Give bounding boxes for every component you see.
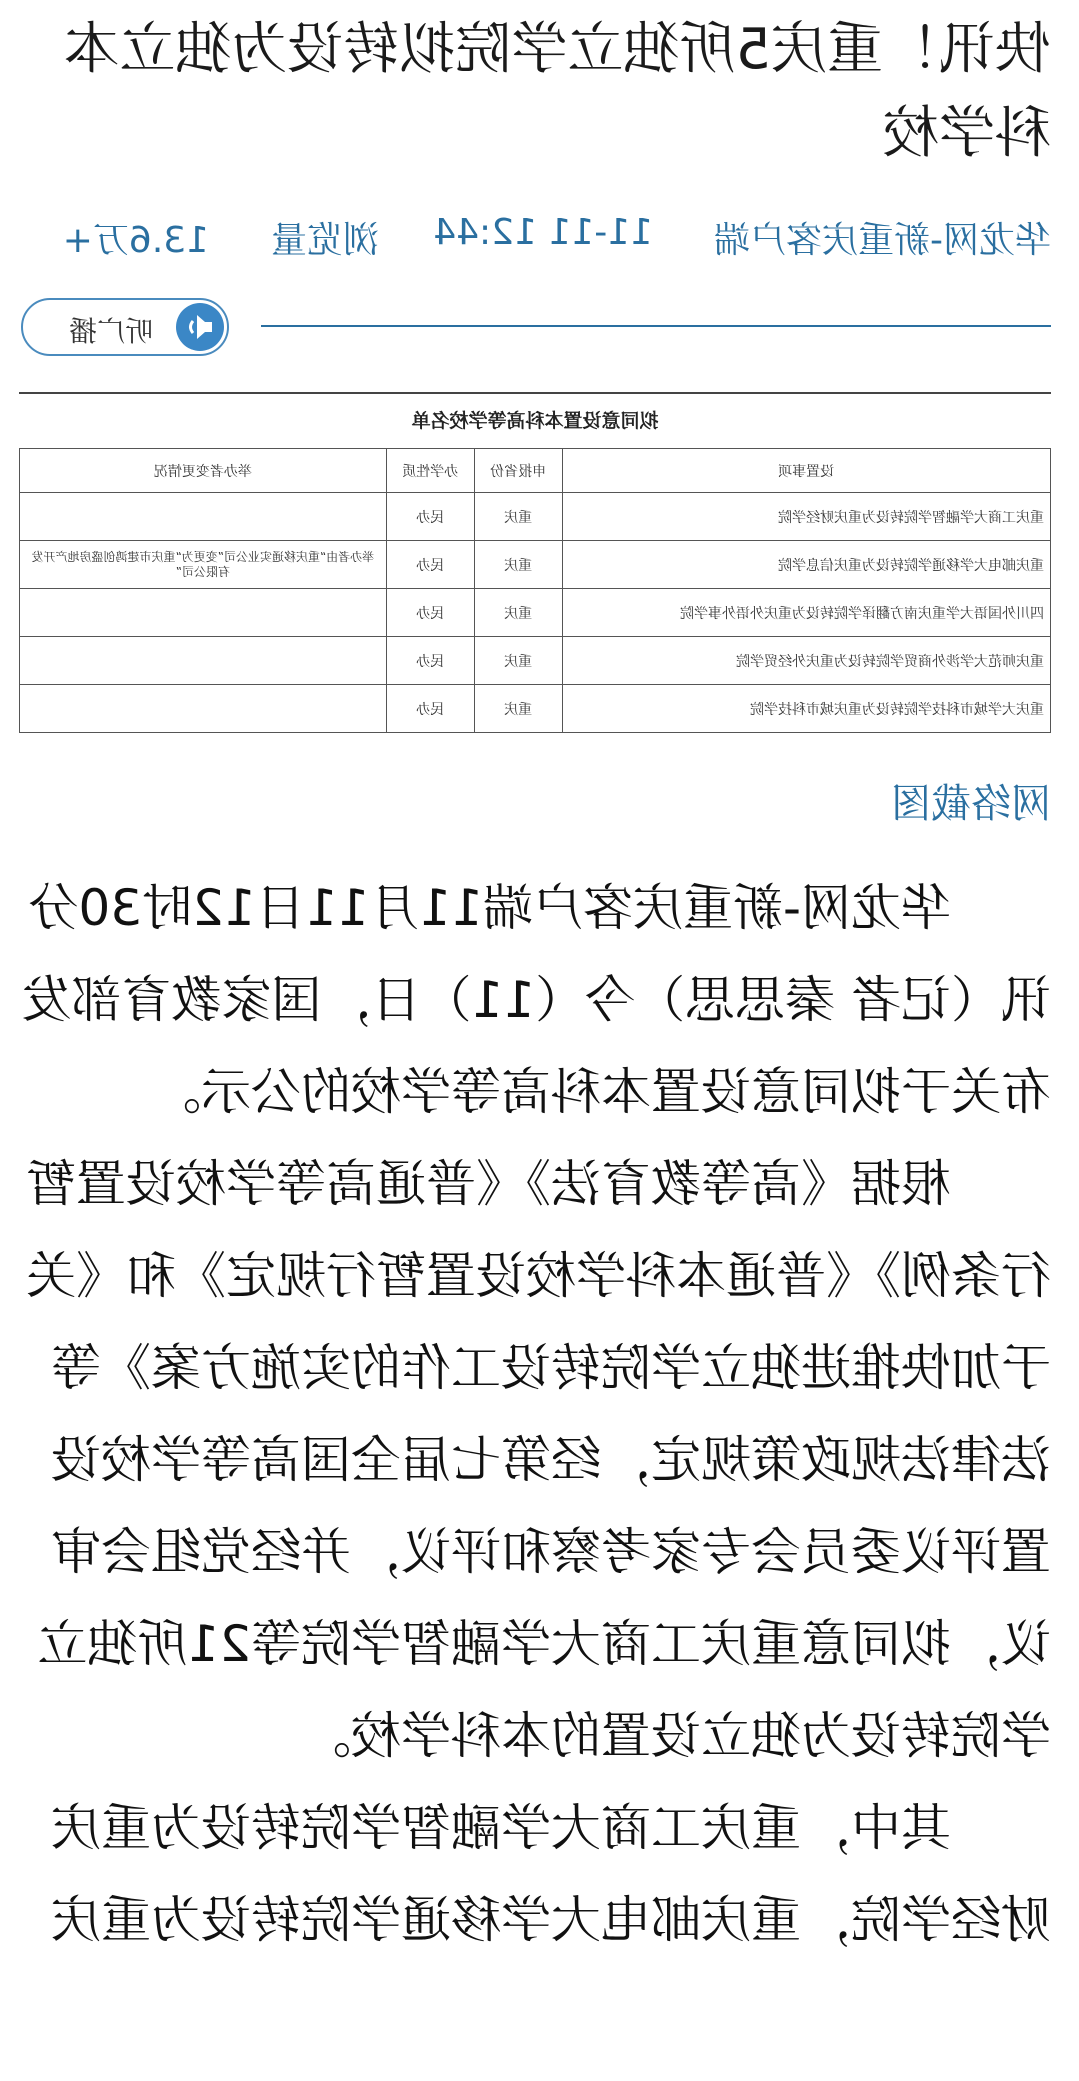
table-cell [20,637,387,685]
table-row [20,685,1051,733]
listen-audio-button[interactable] [21,298,229,356]
table-cell: 四川外国语大学重庆南方翻译学院转设为重庆外语外事学院 [562,589,1050,637]
table-cell: 重庆工商大学融智学院转设为重庆财经学院 [562,493,1050,541]
table-cell: 重庆 [474,637,562,685]
table-cell: 民办 [386,493,474,541]
table-cell: 重庆师范大学涉外商贸学院转设为重庆外经贸学院 [562,637,1050,685]
table-cell: 重庆 [474,589,562,637]
header-divider [261,325,1051,327]
article-paragraph: 其中，重庆工商大学融智学院转设为重庆财经学院，重庆邮电大学移通学院转设为重庆 [51,1799,1051,1949]
article-source[interactable]: 华龙网-新重庆客户端 [714,220,1051,261]
image-caption: 网络截图 [891,781,1051,827]
speaker-icon [176,303,224,351]
table-cell: 民办 [386,637,474,685]
article-paragraph: 根据《高等教育法》《普通高等学校设置暂行条例》《普通本科学校设置暂行规定》和《关于加快推进独立学院转设工作的实施方案》等法律法规政策规定，经第七届全国高等学校设置评议委员会专家考察和评议，并经党组会审议，拟同意重庆工商大学融智学院等21所独立学院转设为独立设置的本科学校。 [26,1155,1051,1765]
table-cell [20,589,387,637]
listen-audio-label: 听广播 [68,315,153,348]
table-header-row [20,449,1051,493]
article-body [21,862,1051,1966]
table-cell: 举办者由“重庆移通实业公司”变更为“重庆市建鸿创盛房地产开发有限公司” [20,541,387,589]
table-header-cell: 申报省份 [474,449,562,493]
views-label: 浏览量 [270,220,379,261]
school-list-table [19,448,1051,733]
article-title: 快讯！重庆5所独立学院拟转设为独立本科学校 [63,17,1051,166]
table-header-cell: 举办者变更情况 [20,449,387,493]
table-header-cell: 办学性质 [386,449,474,493]
table-cell: 重庆邮电大学移通学院转设为重庆信息学院 [562,541,1050,589]
table-row [20,493,1051,541]
table-cell [20,685,387,733]
article-meta [21,212,1051,272]
article-datetime: 11-11 12:44 [433,212,653,253]
table-cell: 重庆 [474,541,562,589]
table-row [20,541,1051,589]
table-cell: 民办 [386,685,474,733]
table-cell: 重庆 [474,685,562,733]
table-title: 拟同意设置本科高等学校名单 [411,410,659,432]
table-cell: 重庆 [474,493,562,541]
table-cell: 民办 [386,541,474,589]
article-paragraph: 华龙网-新重庆客户端11月11日12时30分讯（记者 秦思思）今（11）日，国家教育部发布关于拟同意设置本科高等学校的公示。 [21,879,1051,1121]
table-cell: 重庆大学城市科技学院转设为重庆城市科技学院 [562,685,1050,733]
table-cell [20,493,387,541]
school-list-table-image [19,392,1051,738]
table-row [20,589,1051,637]
views-count: 13.6万+ [62,220,209,261]
table-row [20,637,1051,685]
table-header-cell: 设置事项 [562,449,1050,493]
table-cell: 民办 [386,589,474,637]
